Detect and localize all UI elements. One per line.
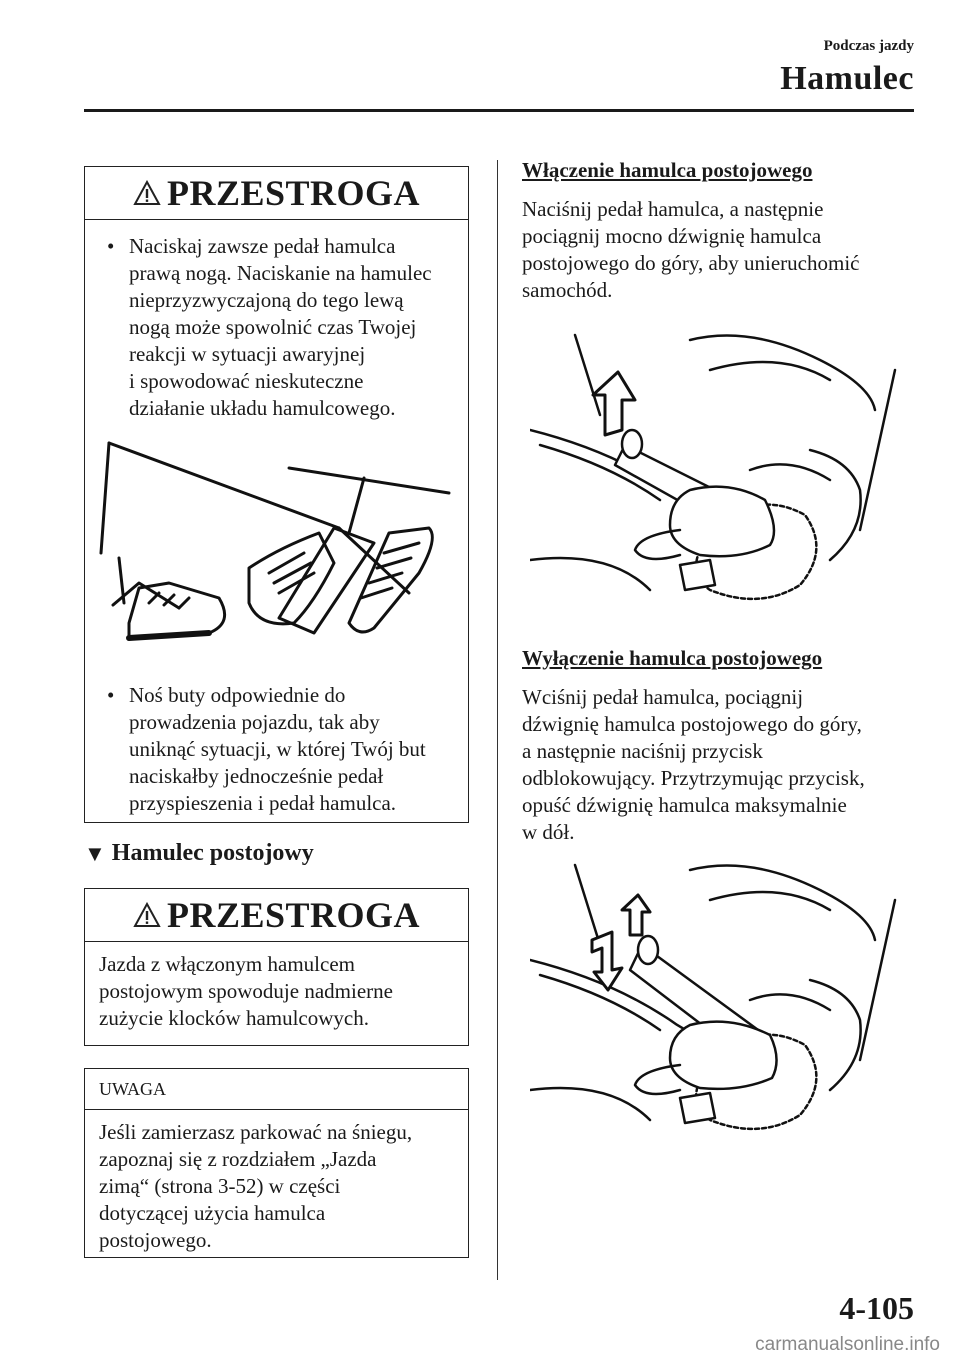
text-line: przyspieszenia i pedał hamulca. xyxy=(129,791,397,815)
text-line: Naciskaj zawsze pedał hamulca xyxy=(129,234,396,258)
hand-releasing-lever-illustration xyxy=(530,860,910,1145)
hand-pulling-lever-up-illustration xyxy=(530,330,910,615)
caution-header xyxy=(85,167,468,220)
text-line: Jazda z włączonym hamulcem xyxy=(99,952,355,976)
page-title: Hamulec xyxy=(780,60,914,97)
note-title: UWAGA xyxy=(85,1069,468,1110)
text-line: naciskałby jednocześnie pedał xyxy=(129,764,384,788)
warning-triangle-icon xyxy=(133,902,161,928)
text-line: zimą“ (strona 3-52) w części xyxy=(99,1174,341,1198)
text-line: postojowym spowoduje nadmierne xyxy=(99,979,393,1003)
caution-header xyxy=(85,889,468,942)
text-line: Jeśli zamierzasz parkować na śniegu, xyxy=(99,1120,413,1144)
text-line: Wciśnij pedał hamulca, pociągnij xyxy=(522,685,804,709)
section-label: Podczas jazdy xyxy=(823,38,914,54)
section-marker: ▼ xyxy=(84,840,106,866)
page-number: 4-105 xyxy=(839,1290,914,1326)
section-heading xyxy=(84,840,314,867)
bullet-item xyxy=(103,682,463,817)
text-line: dotyczącej użycia hamulca xyxy=(99,1201,326,1225)
text-line: zużycie klocków hamulcowych. xyxy=(99,1006,369,1030)
text-line: nieprzyzwyczajoną do tego lewą xyxy=(129,288,404,312)
text-line: samochód. xyxy=(522,278,613,302)
text-line: Noś buty odpowiednie do xyxy=(129,683,346,707)
text-line: opuść dźwignię hamulca maksymalnie xyxy=(522,793,847,817)
text-line: działanie układu hamulcowego. xyxy=(129,396,396,420)
text-line: reakcji w sytuacji awaryjnej xyxy=(129,342,366,366)
column-divider xyxy=(497,160,498,1280)
text-line: Naciśnij pedał hamulca, a następnie xyxy=(522,197,824,221)
text-line: prawą nogą. Naciskanie na hamulec xyxy=(129,261,432,285)
warning-triangle-icon xyxy=(133,180,161,206)
caution-title: PRZESTROGA xyxy=(166,895,421,935)
header-rule xyxy=(84,109,914,112)
engage-heading: Włączenie hamulca postojowego xyxy=(522,158,813,182)
section-title: Hamulec postojowy xyxy=(111,840,314,866)
text-line: w dół. xyxy=(522,820,575,844)
text-line: dźwignię hamulca postojowego do góry, xyxy=(522,712,862,736)
text-line: postojowego do góry, aby unieruchomić xyxy=(522,251,860,275)
feet-on-pedals-illustration xyxy=(99,433,454,663)
bullet-marker: • xyxy=(107,683,115,707)
text-line: nogą może spowolnić czas Twojej xyxy=(129,315,417,339)
text-line: a następnie naciśnij przycisk xyxy=(522,739,763,763)
note-box xyxy=(84,1068,469,1258)
text-line: odblokowujący. Przytrzymując przycisk, xyxy=(522,766,865,790)
release-text xyxy=(522,684,865,846)
text-line: uniknąć sytuacji, w której Twój but xyxy=(129,737,426,761)
engage-text xyxy=(522,196,860,304)
footer-watermark: carmanualsonline.info xyxy=(755,1334,940,1355)
caution-box-parking xyxy=(84,888,469,1046)
bullet-item xyxy=(103,233,463,422)
text-line: i spowodować nieskuteczne xyxy=(129,369,364,393)
text-line: prowadzenia pojazdu, tak aby xyxy=(129,710,380,734)
caution-text xyxy=(99,951,393,1032)
text-line: zapoznaj się z rozdziałem „Jazda xyxy=(99,1147,377,1171)
text-line: postojowego. xyxy=(99,1228,212,1252)
release-heading: Wyłączenie hamulca postojowego xyxy=(522,646,823,670)
caution-title: PRZESTROGA xyxy=(166,173,421,213)
note-text xyxy=(99,1119,412,1254)
text-line: pociągnij mocno dźwignię hamulca xyxy=(522,224,822,248)
caution-box-pedal xyxy=(84,166,469,823)
bullet-marker: • xyxy=(107,234,115,258)
